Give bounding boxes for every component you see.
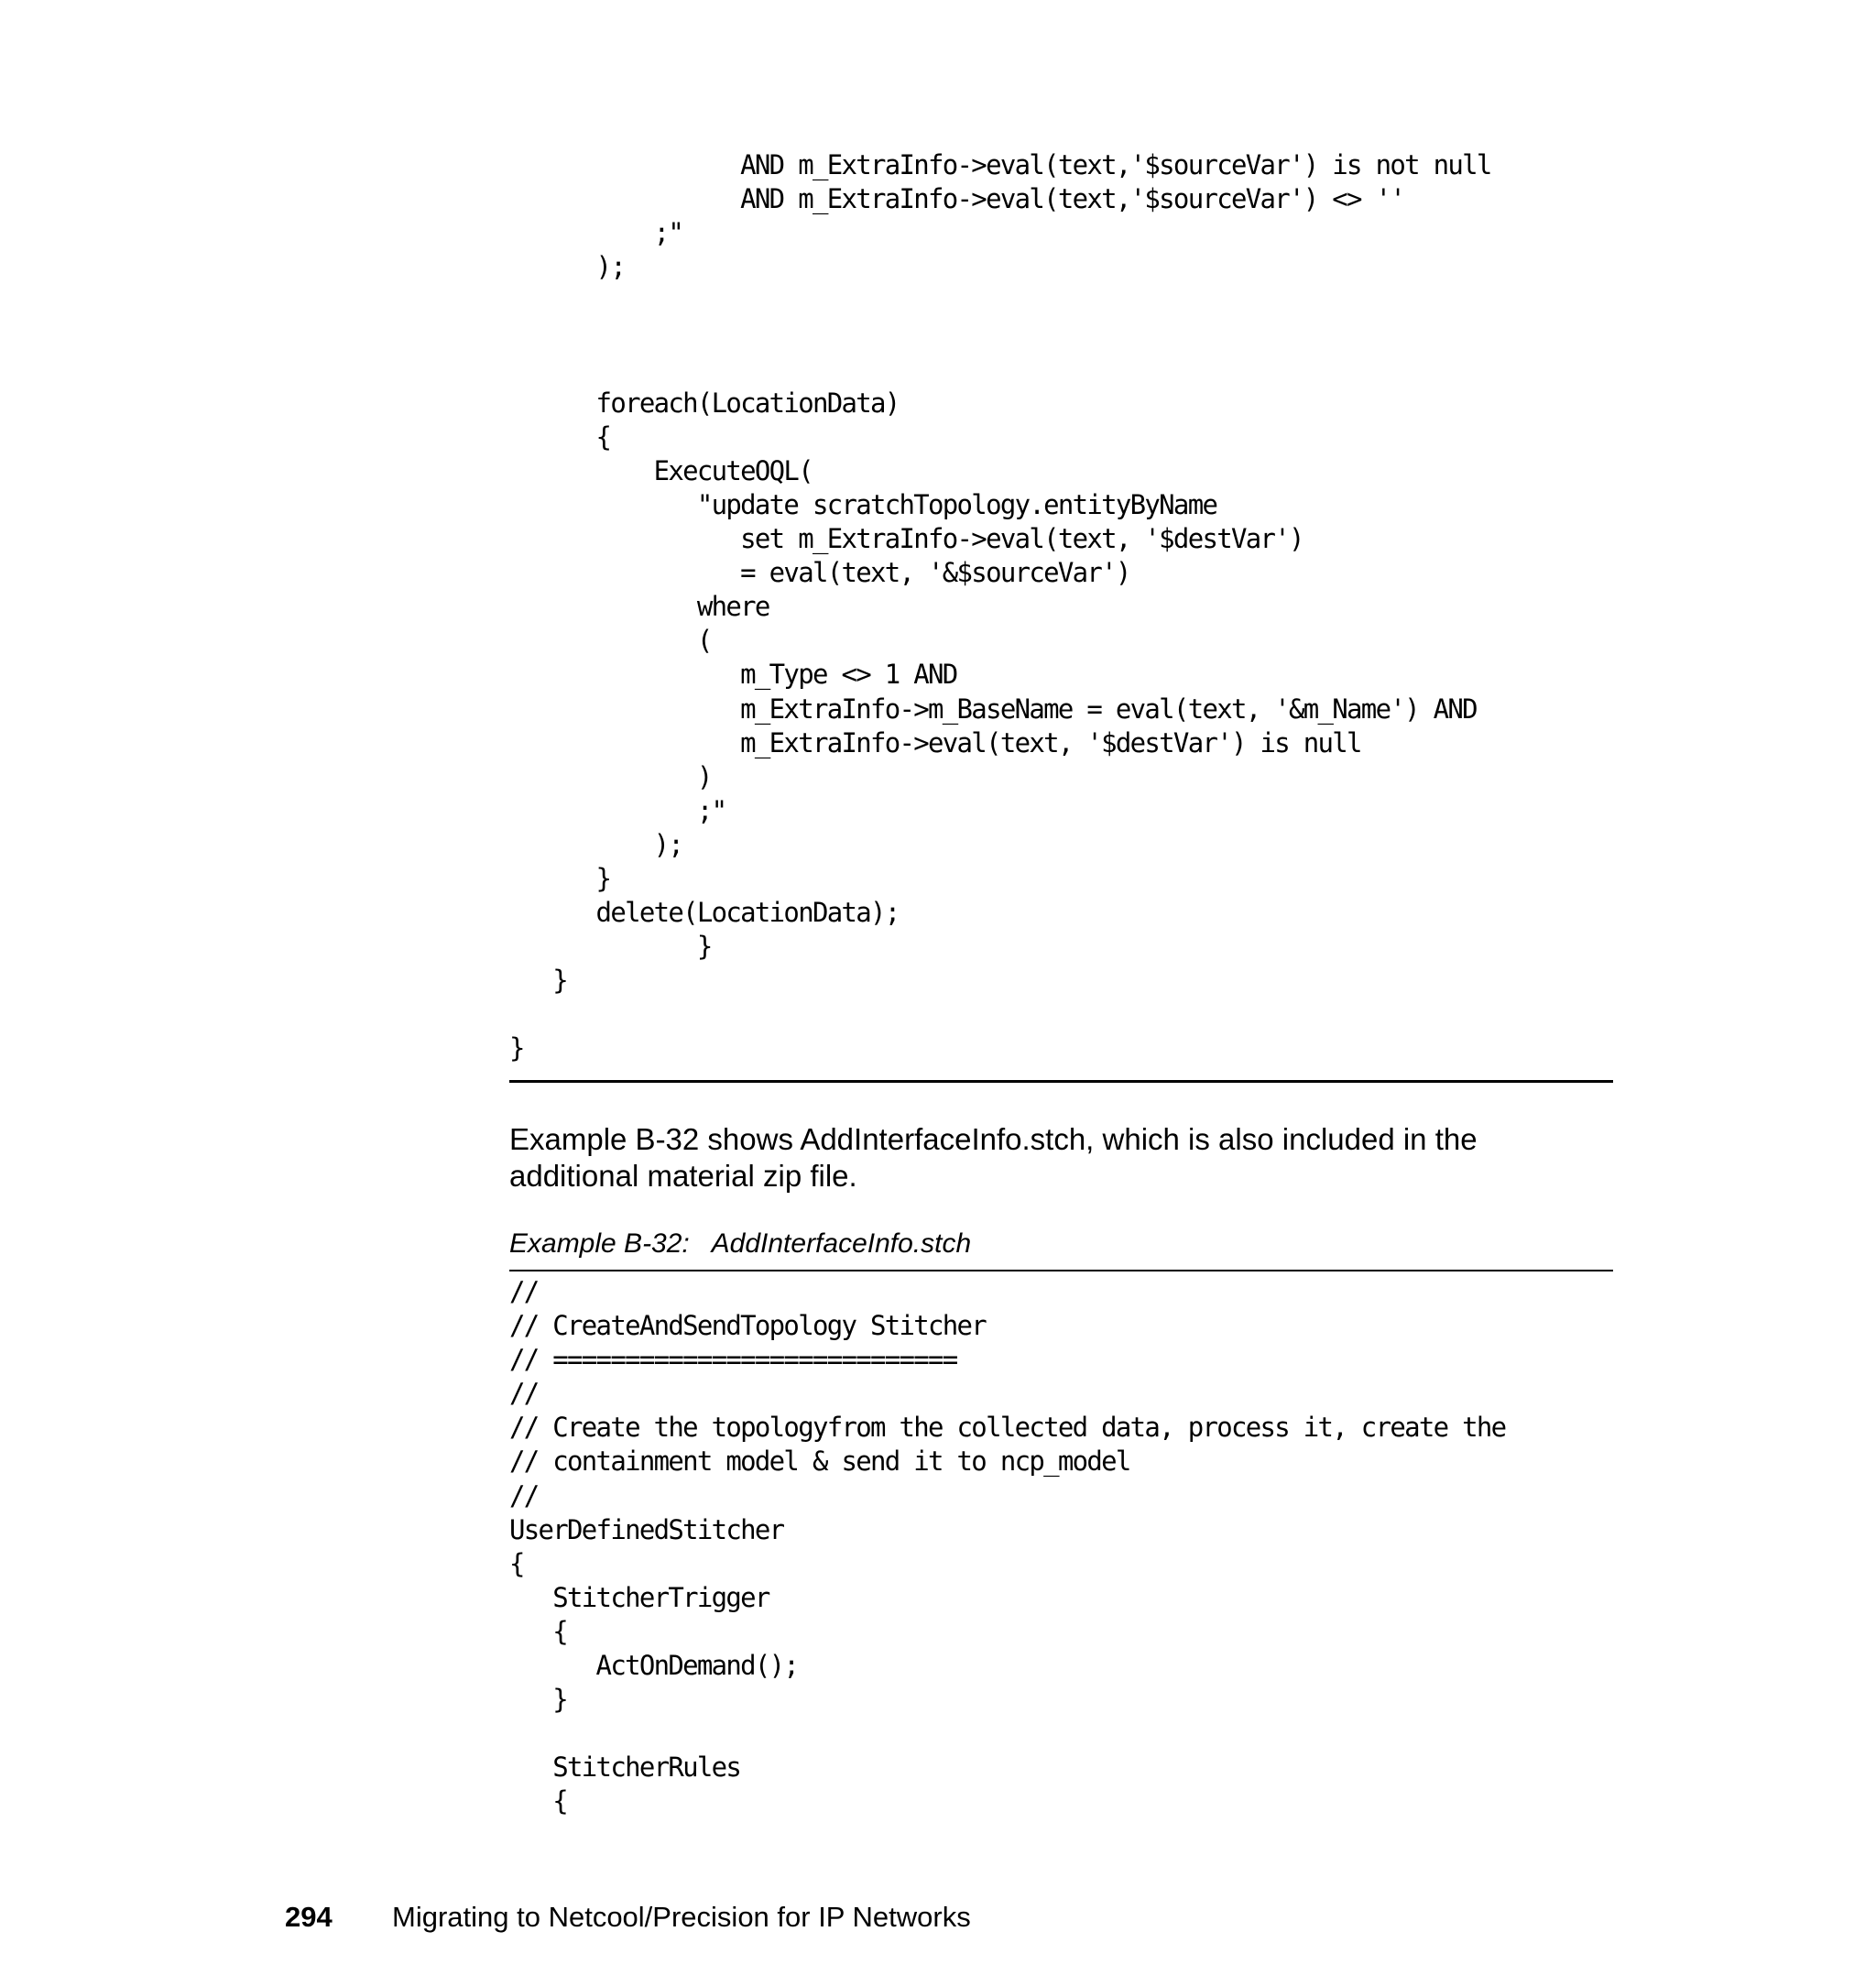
code-end-rule	[509, 1080, 1613, 1083]
page-footer	[285, 1901, 971, 1934]
code-listing-continuation: AND m_ExtraInfo->eval(text,'$sourceVar') is not null AND m_ExtraInfo->eval(text,'$sourceVar') <> '' ;" ); foreach(LocationData) { ExecuteOQL( "update scratchTopology.entityByName set m_ExtraInfo->eval(text, '$destVar') = eval(text, '&$sourceVar') where ( m_Type <> 1 AND m_ExtraInfo->m_BaseName = eval(text, '&m_Name') AND m_ExtraInfo->eval(text, '$destVar') is null ) ;" ); } delete(LocationData); } } }	[509, 149, 1491, 1064]
code-listing-example-b32: // // CreateAndSendTopology Stitcher // ============================ // // Create the topologyfrom the collected data, process it, create the // containment model & send it to ncp_model // UserDefinedStitcher { StitcherTrigger { ActOnDemand(); } StitcherRules {	[509, 1276, 1506, 1817]
book-title: Migrating to Netcool/Precision for IP Networks	[392, 1901, 971, 1933]
example-caption-rule	[509, 1270, 1613, 1271]
example-caption: Example B-32: AddInterfaceInfo.stch	[509, 1228, 972, 1259]
page-number: 294	[285, 1901, 333, 1933]
body-paragraph: Example B-32 shows AddInterfaceInfo.stch, which is also included in the additional material zip file.	[509, 1122, 1478, 1193]
